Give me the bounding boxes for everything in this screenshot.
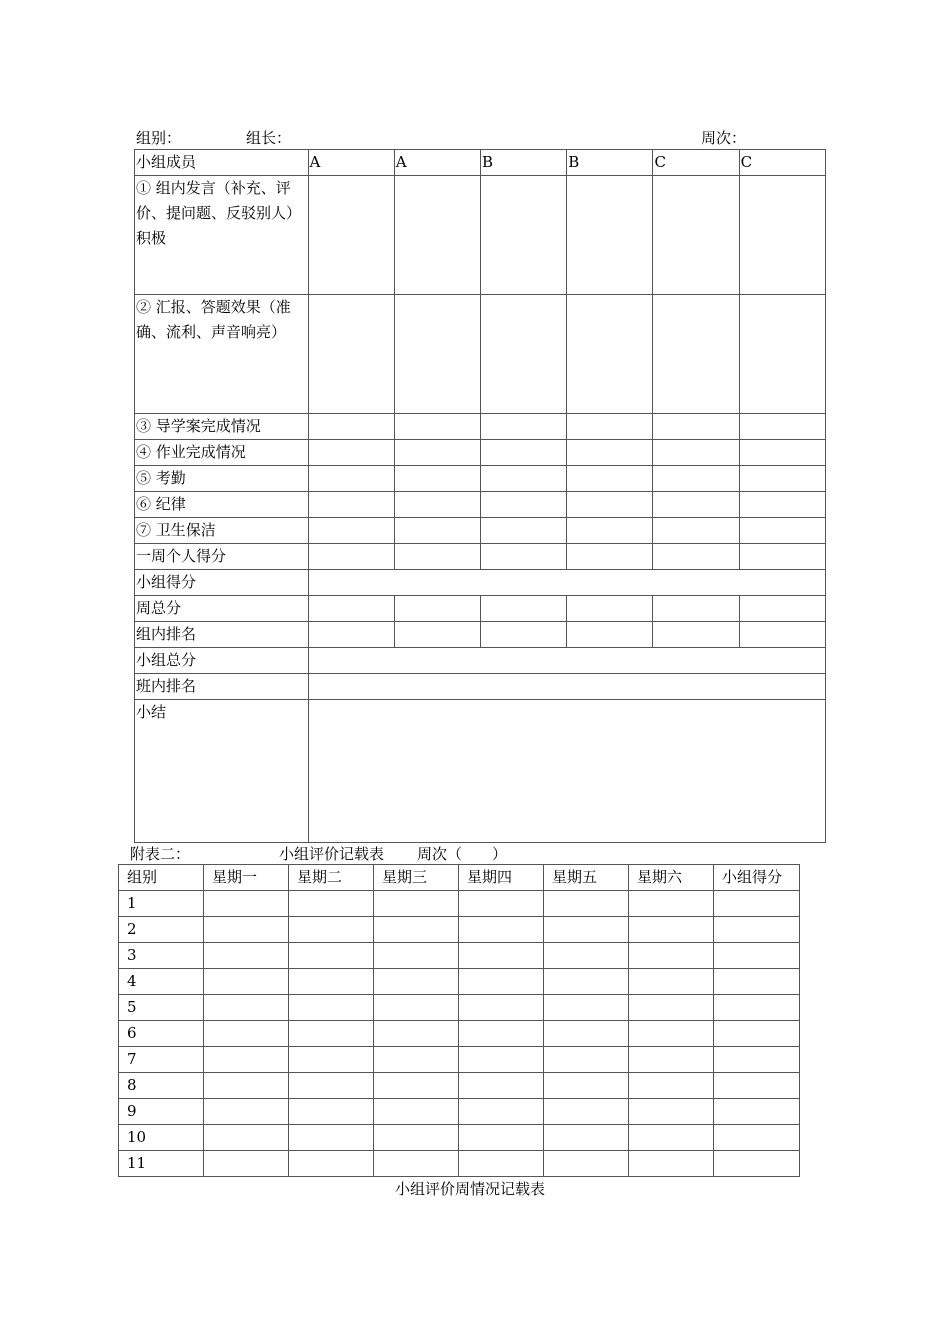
score-cell[interactable] <box>289 1047 374 1073</box>
score-cell[interactable] <box>629 995 714 1021</box>
member-cell: C <box>739 150 825 176</box>
score-cell[interactable] <box>714 969 800 995</box>
criterion-cell: ④ 作业完成情况 <box>135 440 309 466</box>
score-cell[interactable] <box>459 1073 544 1099</box>
score-cell[interactable] <box>374 1125 459 1151</box>
score-cell[interactable] <box>374 1021 459 1047</box>
score-cell[interactable] <box>459 943 544 969</box>
score-cell[interactable] <box>204 943 289 969</box>
criterion-cell: ⑤ 考勤 <box>135 466 309 492</box>
criterion-cell: ⑦ 卫生保洁 <box>135 518 309 544</box>
group-number-cell: 8 <box>119 1073 204 1099</box>
table-row <box>119 1047 800 1073</box>
table-row <box>119 891 800 917</box>
table-row <box>119 969 800 995</box>
header-cell: 组别 <box>119 865 204 891</box>
score-cell[interactable] <box>544 969 629 995</box>
score-cell[interactable] <box>289 1073 374 1099</box>
group-number-cell: 10 <box>119 1125 204 1151</box>
criterion-cell: ① 组内发言（补充、评价、提问题、反驳别人）积极 <box>135 176 309 295</box>
score-cell[interactable] <box>289 1099 374 1125</box>
score-cell[interactable] <box>629 1151 714 1177</box>
group-rank-label: 组内排名 <box>135 622 309 648</box>
score-cell[interactable] <box>459 891 544 917</box>
score-cell[interactable] <box>714 1151 800 1177</box>
score-cell[interactable] <box>629 943 714 969</box>
score-cell[interactable] <box>629 1021 714 1047</box>
score-cell[interactable] <box>459 1125 544 1151</box>
criterion-cell: ③ 导学案完成情况 <box>135 414 309 440</box>
header-cell: 星期三 <box>374 865 459 891</box>
score-cell[interactable] <box>714 1021 800 1047</box>
table-row <box>119 1073 800 1099</box>
score-cell[interactable] <box>629 1125 714 1151</box>
member-cell: A <box>308 150 394 176</box>
header-cell: 星期一 <box>204 865 289 891</box>
class-rank-label: 班内排名 <box>135 674 309 700</box>
member-cell: A <box>394 150 480 176</box>
score-cell[interactable] <box>204 1021 289 1047</box>
score-cell[interactable] <box>544 1151 629 1177</box>
score-cell[interactable] <box>459 1047 544 1073</box>
score-cell[interactable] <box>289 891 374 917</box>
score-cell[interactable] <box>544 891 629 917</box>
member-cell: B <box>480 150 566 176</box>
table-row <box>119 1099 800 1125</box>
group-label: 组别： <box>136 129 182 147</box>
table-row <box>119 1151 800 1177</box>
score-cell[interactable] <box>544 1021 629 1047</box>
table-caption: 小组评价周情况记载表 <box>395 1180 546 1198</box>
score-cell[interactable] <box>544 1047 629 1073</box>
score-cell[interactable] <box>374 1099 459 1125</box>
group-number-cell: 3 <box>119 943 204 969</box>
table-row <box>119 943 800 969</box>
score-cell[interactable] <box>374 969 459 995</box>
score-cell[interactable] <box>289 1021 374 1047</box>
score-cell[interactable] <box>204 1151 289 1177</box>
summary-label: 小结 <box>135 700 309 843</box>
score-cell[interactable] <box>714 1047 800 1073</box>
score-cell[interactable] <box>459 995 544 1021</box>
score-cell[interactable] <box>714 1125 800 1151</box>
score-cell[interactable] <box>204 891 289 917</box>
score-cell[interactable] <box>374 995 459 1021</box>
score-cell[interactable] <box>289 1151 374 1177</box>
group-number-cell: 2 <box>119 917 204 943</box>
table-row <box>119 917 800 943</box>
group-number-cell: 9 <box>119 1099 204 1125</box>
member-header: 小组成员 <box>135 150 309 176</box>
appendix-title: 小组评价记载表 <box>279 845 385 863</box>
score-cell[interactable] <box>204 969 289 995</box>
appendix-label: 附表二： <box>130 845 191 863</box>
score-cell[interactable] <box>544 995 629 1021</box>
score-cell[interactable] <box>629 1099 714 1125</box>
score-cell[interactable] <box>544 917 629 943</box>
group-score-label: 小组得分 <box>135 570 309 596</box>
score-cell[interactable] <box>629 1073 714 1099</box>
score-cell[interactable] <box>629 917 714 943</box>
score-cell[interactable] <box>374 891 459 917</box>
score-cell[interactable] <box>544 943 629 969</box>
score-cell[interactable] <box>544 1125 629 1151</box>
group-number-cell: 11 <box>119 1151 204 1177</box>
score-cell[interactable] <box>714 943 800 969</box>
score-cell[interactable] <box>714 995 800 1021</box>
score-cell[interactable] <box>459 1151 544 1177</box>
score-cell[interactable] <box>204 1099 289 1125</box>
score-cell[interactable] <box>544 1099 629 1125</box>
group-number-cell: 7 <box>119 1047 204 1073</box>
score-cell[interactable] <box>629 969 714 995</box>
score-cell[interactable] <box>289 1125 374 1151</box>
member-cell: B <box>567 150 653 176</box>
score-cell[interactable] <box>714 1099 800 1125</box>
personal-score-label: 一周个人得分 <box>135 544 309 570</box>
group-number-cell: 5 <box>119 995 204 1021</box>
criterion-cell: ② 汇报、答题效果（准确、流利、声音响亮） <box>135 295 309 414</box>
score-cell[interactable] <box>289 943 374 969</box>
score-cell[interactable] <box>204 995 289 1021</box>
header-cell: 星期六 <box>629 865 714 891</box>
score-cell[interactable] <box>374 1073 459 1099</box>
leader-label: 组长： <box>246 129 292 147</box>
score-cell[interactable] <box>374 1151 459 1177</box>
score-cell[interactable] <box>714 891 800 917</box>
table-row <box>119 995 800 1021</box>
header-cell: 星期四 <box>459 865 544 891</box>
score-cell[interactable] <box>544 1073 629 1099</box>
score-cell[interactable] <box>459 969 544 995</box>
table-row <box>119 1125 800 1151</box>
criterion-cell: ⑥ 纪律 <box>135 492 309 518</box>
week-total-label: 周总分 <box>135 596 309 622</box>
score-cell[interactable] <box>459 917 544 943</box>
score-cell[interactable] <box>204 1047 289 1073</box>
score-cell[interactable] <box>629 1047 714 1073</box>
group-number-cell: 6 <box>119 1021 204 1047</box>
table-row <box>119 1021 800 1047</box>
score-cell[interactable] <box>374 1047 459 1073</box>
score-cell[interactable] <box>714 1073 800 1099</box>
score-cell[interactable] <box>289 995 374 1021</box>
appendix-week: 周次（ ） <box>417 845 508 863</box>
group-total-label: 小组总分 <box>135 648 309 674</box>
score-cell[interactable] <box>204 917 289 943</box>
score-cell[interactable] <box>289 917 374 943</box>
score-cell[interactable] <box>289 969 374 995</box>
score-cell[interactable] <box>714 917 800 943</box>
group-number-cell: 4 <box>119 969 204 995</box>
score-cell[interactable] <box>374 917 459 943</box>
evaluation-table <box>134 149 826 843</box>
member-cell: C <box>653 150 739 176</box>
score-cell[interactable] <box>204 1125 289 1151</box>
score-cell[interactable] <box>459 1021 544 1047</box>
group-number-cell: 1 <box>119 891 204 917</box>
header-cell: 小组得分 <box>714 865 800 891</box>
header-cell: 星期二 <box>289 865 374 891</box>
group-evaluation-table <box>118 864 800 1177</box>
score-cell[interactable] <box>459 1099 544 1125</box>
week-label: 周次： <box>701 129 747 147</box>
score-cell[interactable] <box>204 1073 289 1099</box>
score-cell[interactable] <box>374 943 459 969</box>
header-cell: 星期五 <box>544 865 629 891</box>
score-cell[interactable] <box>629 891 714 917</box>
